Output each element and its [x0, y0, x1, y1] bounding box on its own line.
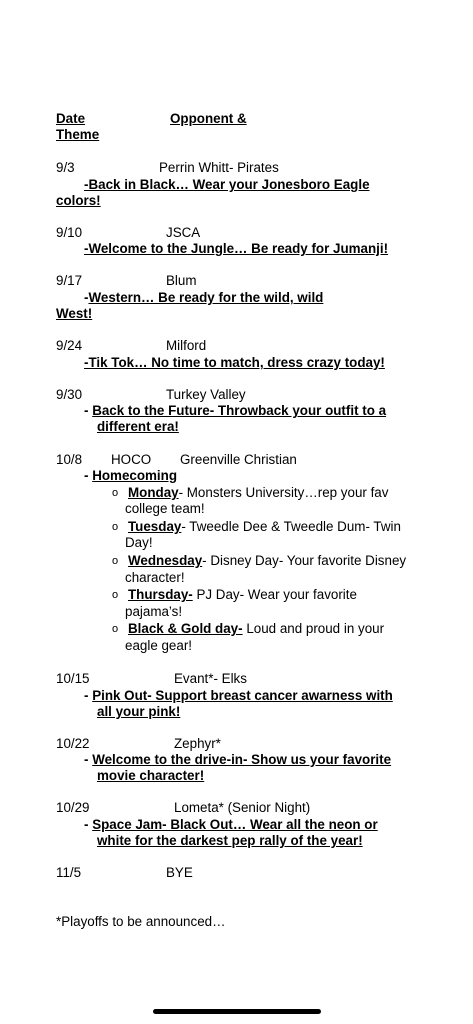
game-opponent: Zephyr*	[174, 736, 221, 751]
game-date: 10/22	[56, 736, 90, 751]
bullet-marker: o	[112, 623, 119, 635]
day-name: Black & Gold day-	[128, 621, 243, 636]
theme-prefix: -	[84, 817, 93, 832]
hoco-label: HOCO	[111, 452, 152, 467]
theme-prefix: -	[84, 290, 89, 305]
theme-text: Welcome to the drive-in- Show us your favorite	[92, 752, 392, 767]
day-theme-cont: eagle gear!	[125, 638, 193, 653]
theme-prefix: -	[84, 403, 93, 418]
game-opponent: JSCA	[166, 225, 201, 240]
game-opponent: Perrin Whitt- Pirates	[159, 160, 279, 175]
game-opponent: Turkey Valley	[166, 387, 246, 402]
day-theme-cont: Day!	[125, 535, 153, 550]
day-name: Tuesday	[128, 519, 182, 534]
theme-text: Back to the Future- Throwback your outfit to a	[92, 403, 387, 418]
game-date: 9/17	[56, 273, 83, 288]
theme-prefix: -	[84, 688, 93, 703]
game-theme	[84, 468, 177, 484]
day-name: Thursday-	[128, 587, 193, 602]
theme-prefix: -	[84, 752, 93, 767]
theme-prefix: -	[84, 468, 93, 483]
column-header-theme: Theme	[56, 127, 100, 142]
game-theme	[84, 688, 393, 704]
homecoming-day-item	[128, 553, 406, 569]
home-indicator[interactable]	[153, 1009, 321, 1014]
bullet-marker: o	[112, 589, 119, 601]
theme-text: Western… Be ready for the wild, wild	[88, 290, 324, 305]
theme-text: Pink Out- Support breast cancer awarness with	[92, 688, 393, 703]
game-theme-cont: different era!	[97, 419, 179, 434]
game-date: 11/5	[56, 865, 82, 880]
game-opponent: Blum	[166, 273, 197, 288]
game-theme: -Welcome to the Jungle… Be ready for Jumanji!	[84, 241, 389, 256]
day-theme-cont: college team!	[125, 501, 205, 516]
game-date: 9/3	[56, 160, 75, 175]
day-theme: - Tweedle Dee & Tweedle Dum- Twin	[181, 519, 401, 534]
game-theme	[84, 752, 391, 768]
game-theme-cont: West!	[56, 306, 93, 321]
column-header-opponent: Opponent &	[170, 111, 247, 126]
day-theme: - Monsters University…rep your fav	[178, 485, 389, 500]
game-theme	[84, 290, 323, 306]
game-date: 9/24	[56, 338, 83, 353]
day-name: Monday	[128, 485, 179, 500]
homecoming-day-item	[128, 485, 388, 501]
game-theme	[84, 403, 386, 419]
game-date: 9/10	[56, 225, 83, 240]
game-opponent: BYE	[166, 865, 193, 880]
game-theme: -Back in Black… Wear your Jonesboro Eagle	[84, 177, 370, 192]
footnote: *Playoffs to be announced…	[56, 914, 226, 929]
day-theme: Loud and proud in your	[242, 621, 385, 636]
homecoming-day-item	[128, 621, 384, 637]
game-theme-cont: all your pink!	[97, 704, 181, 719]
day-theme-cont: pajama’s!	[125, 604, 183, 619]
bullet-marker: o	[112, 521, 119, 533]
game-date: 9/30	[56, 387, 83, 402]
game-opponent: Lometa* (Senior Night)	[174, 800, 311, 815]
game-opponent: Evant*- Elks	[174, 671, 247, 686]
day-name: Wednesday	[128, 553, 203, 568]
game-opponent: Milford	[166, 338, 207, 353]
theme-text: Homecoming	[92, 468, 178, 483]
theme-text: Space Jam- Black Out… Wear all the neon or	[92, 817, 378, 832]
game-theme: -Tik Tok… No time to match, dress crazy today!	[84, 355, 385, 370]
game-date: 10/29	[56, 800, 90, 815]
game-date: 10/15	[56, 671, 90, 686]
game-theme	[84, 817, 378, 833]
game-theme-cont: white for the darkest pep rally of the year!	[97, 833, 363, 848]
game-theme-cont: movie character!	[97, 768, 205, 783]
game-opponent: Greenville Christian	[180, 452, 297, 467]
homecoming-day-item	[128, 587, 357, 603]
bullet-marker: o	[112, 487, 119, 499]
day-theme: - Disney Day- Your favorite Disney	[202, 553, 407, 568]
column-header-date: Date	[56, 111, 86, 126]
game-theme-cont: colors!	[56, 193, 101, 208]
day-theme: PJ Day- Wear your favorite	[192, 587, 357, 602]
bullet-marker: o	[112, 555, 119, 567]
day-theme-cont: character!	[125, 570, 185, 585]
game-date: 10/8	[56, 452, 83, 467]
homecoming-day-item	[128, 519, 401, 535]
